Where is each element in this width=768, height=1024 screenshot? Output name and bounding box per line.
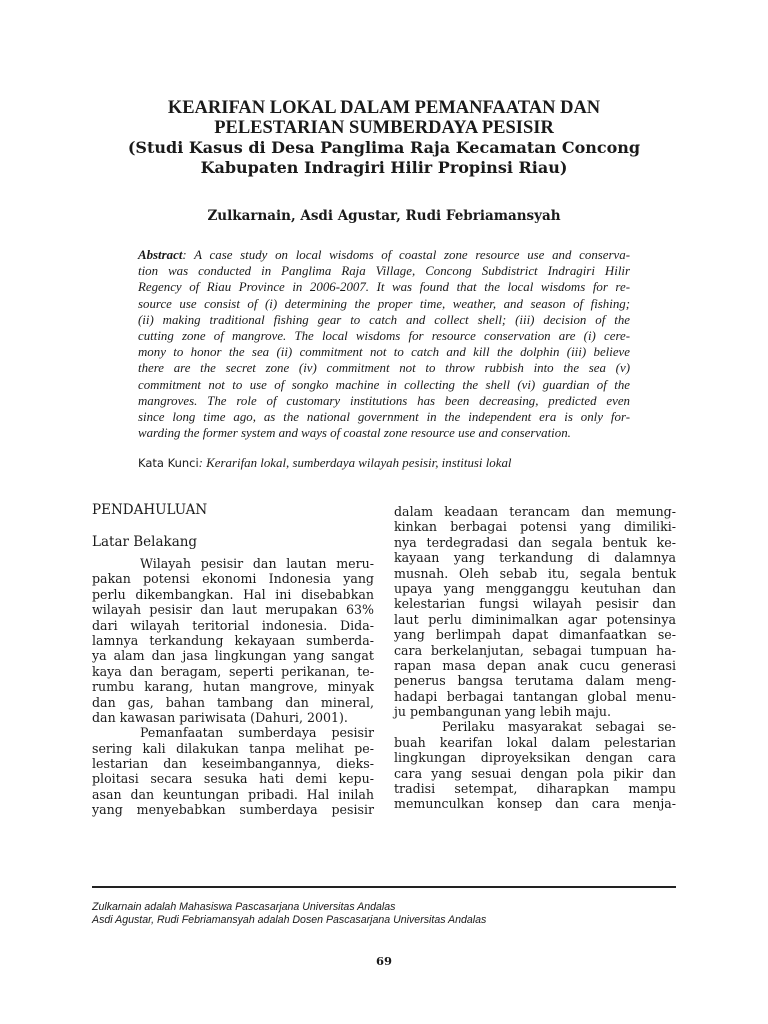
abstract-line: cutting zone of mangrove. The local wisdoms for resource conservation are (i) cere-	[138, 328, 630, 343]
abstract-line: commitment not to use of songko machine in collecting the shell (vi) guardian of the	[138, 377, 630, 392]
paragraph	[394, 719, 676, 811]
abstract-label: Abstract	[138, 248, 183, 262]
text-line: upaya yang mengganggu keutuhan dan	[394, 580, 676, 596]
text-line: sering kali dilakukan tanpa melihat pe-	[92, 740, 374, 756]
text-line: kinkan berbagai potensi yang dimiliki-	[394, 519, 676, 535]
abstract-line: since long time ago, as the national government in the independent era is only for-	[138, 409, 630, 424]
paragraph	[92, 725, 374, 817]
text-line: dalam keadaan terancam dan memung-	[394, 504, 676, 519]
text-line: musnah. Oleh sebab itu, segala bentuk	[394, 565, 676, 581]
text-line: kelestarian fungsi wilayah pesisir dan	[394, 596, 676, 612]
abstract-line: tion was conducted in Panglima Raja Village, Concong Subdistrict Indragiri Hilir	[138, 264, 630, 279]
text-line: asan dan keuntungan pribadi. Hal inilah	[92, 786, 374, 802]
page-number: 69	[375, 954, 392, 968]
text-line: lestarian dan keseimbangannya, dieks-	[92, 756, 374, 772]
text-line: dari wilayah teritorial indonesia. Dida-	[92, 617, 374, 633]
abstract-line: Regency of Riau Province in 2006-2007. It was found that the local wisdoms for re-	[138, 280, 630, 295]
text-line: kayaan yang terkandung di dalamnya	[394, 550, 676, 566]
keywords-text: : Kerarifan lokal, sumberdaya wilayah pesisir, institusi lokal	[198, 456, 512, 470]
abstract-line: mony to honor the sea (ii) commitment not to catch and kill the dolphin (iii) believe	[138, 345, 630, 360]
text-line: rumbu karang, hutan mangrove, minyak	[92, 679, 374, 695]
title-line-4: Kabupaten Indragiri Hilir Propinsi Riau)	[200, 157, 568, 177]
right-column	[394, 504, 676, 812]
text-line: pakan potensi ekonomi Indonesia yang	[92, 571, 374, 587]
title-line-2: PELESTARIAN SUMBERDAYA PESISIR	[214, 117, 554, 138]
text-line: yang menyebabkan sumberdaya pesisir	[92, 802, 374, 818]
text-line: lingkungan diproyeksikan dengan cara	[394, 750, 676, 766]
text-line: Pemanfaatan sumberdaya pesisir	[140, 725, 374, 741]
keywords-label: Kata Kunci	[138, 456, 199, 470]
abstract-line	[138, 247, 630, 263]
footnote: Asdi Agustar, Rudi Febriamansyah adalah Dosen Pascasarjana Universitas Andalas	[92, 914, 487, 926]
footnote: Zulkarnain adalah Mahasiswa Pascasarjana Universitas Andalas	[92, 901, 396, 913]
text-line: laut perlu diminimalkan agar potensinya	[394, 611, 676, 627]
author-list: Zulkarnain, Asdi Agustar, Rudi Febriamansyah	[207, 208, 561, 224]
abstract-line-text: : A case study on local wisdoms of coastal zone resource use and conserva-	[182, 248, 630, 262]
text-line: perlu dikembangkan. Hal ini disebabkan	[92, 586, 374, 602]
text-line: tradisi setempat, diharapkan mampu	[394, 781, 676, 797]
text-line: Perilaku masyarakat sebagai se-	[442, 719, 676, 735]
text-line: cara yang sesuai dengan pola pikir dan	[394, 765, 676, 781]
text-line: rapan masa depan anak cucu generasi	[394, 657, 676, 673]
text-line: kaya dan beragam, seperti perikanan, te-	[92, 663, 374, 679]
paragraph	[92, 556, 374, 725]
section-heading: PENDAHULUAN	[92, 502, 208, 518]
footnote-divider	[92, 886, 676, 888]
abstract-line: there are the secret zone (iv) commitment not to throw rubbish into the sea (v)	[138, 361, 630, 376]
text-line: penerus bangsa terutama dalam meng-	[394, 673, 676, 689]
keywords-line	[138, 456, 638, 471]
text-line: ya alam dan jasa lingkungan yang sangat	[92, 648, 374, 664]
title-line-1: KEARIFAN LOKAL DALAM PEMANFAATAN DAN	[167, 98, 601, 118]
text-line: Wilayah pesisir dan lautan meru-	[140, 556, 374, 571]
abstract-line: warding the former system and ways of coastal zone resource use and conservation.	[138, 426, 571, 441]
left-column	[92, 502, 374, 818]
text-line: buah kearifan lokal dalam pelestarian	[394, 734, 676, 750]
text-line: yang berlimpah dapat dimanfaatkan se-	[394, 627, 676, 643]
abstract-line: (ii) making traditional fishing gear to catch and collect shell; (iii) decision of the	[138, 312, 630, 327]
paragraph	[394, 504, 676, 719]
text-line: ploitasi secara sesuka hati demi kepu-	[92, 771, 374, 787]
text-line: hadapi berbagai tantangan global menu-	[394, 688, 676, 704]
abstract-block	[138, 247, 630, 441]
subsection-heading: Latar Belakang	[92, 534, 198, 550]
abstract-line: mangroves. The role of customary institutions has been decreasing, predicted even	[138, 393, 630, 408]
abstract-line: source use consist of (i) determining the proper time, weather, and season of fishing;	[138, 296, 630, 311]
text-line: wilayah pesisir dan laut merupakan 63%	[92, 602, 374, 618]
text-line: dan gas, bahan tambang dan mineral,	[92, 694, 374, 710]
paper-title	[80, 99, 688, 177]
text-line: lamnya terkandung kekayaan sumberda-	[92, 632, 374, 648]
text-line: memunculkan konsep dan cara menja-	[394, 796, 676, 812]
text-line: cara berkelanjutan, sebagai tumpuan ha-	[394, 642, 676, 658]
text-line: ju pembangunan yang lebih maju.	[394, 704, 612, 720]
title-line-3: (Studi Kasus di Desa Panglima Raja Kecamatan Concong	[127, 138, 641, 157]
text-line: nya terdegradasi dan segala bentuk ke-	[394, 534, 676, 550]
footnotes	[92, 901, 682, 927]
text-line: dan kawasan pariwisata (Dahuri, 2001).	[92, 709, 348, 725]
